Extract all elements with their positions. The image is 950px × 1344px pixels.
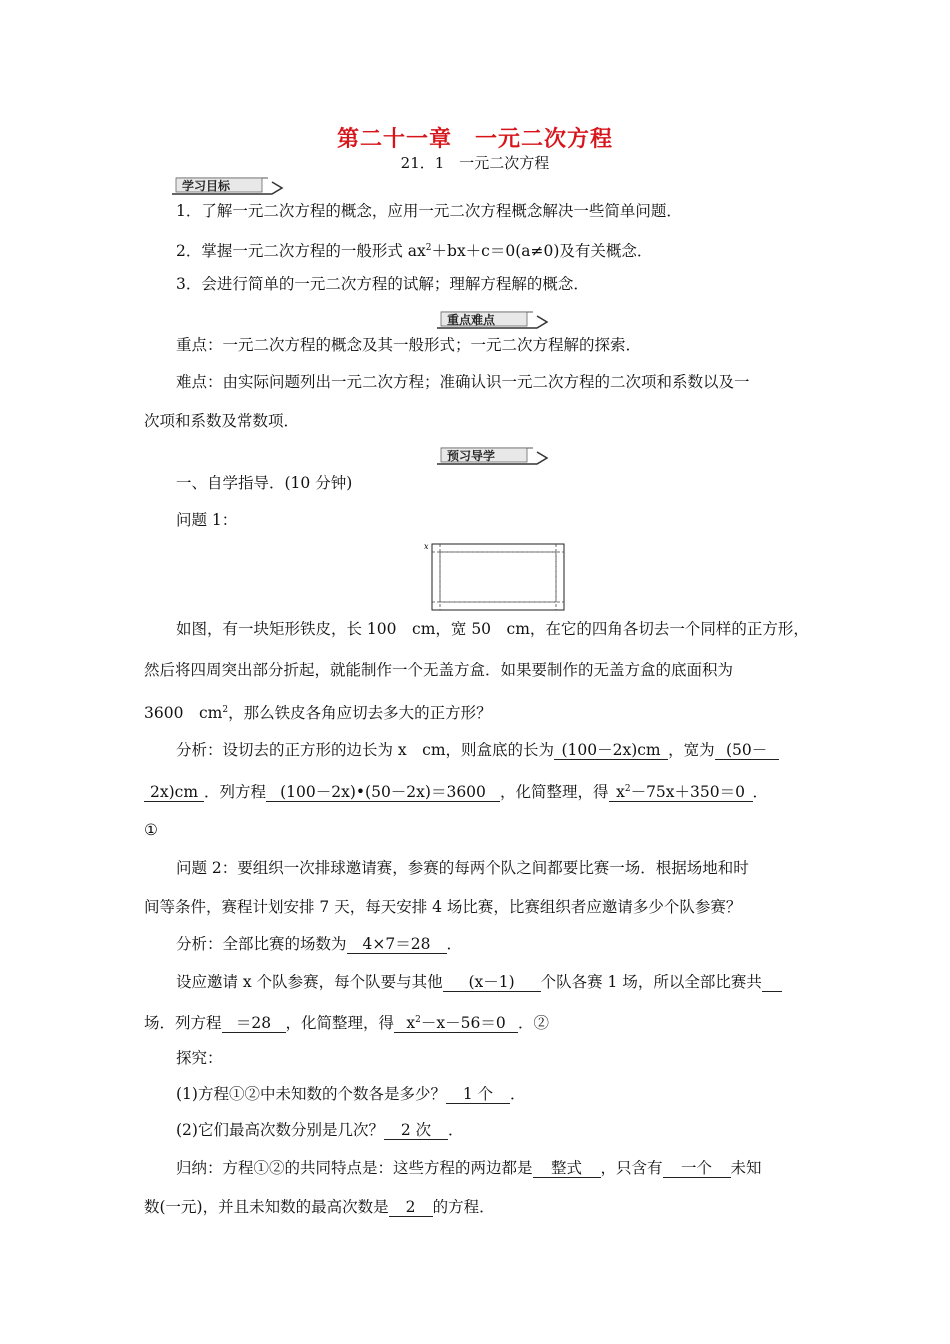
section-self-study: 一、自学指导．(10 分钟) [176, 474, 353, 492]
answer-blank: 2 [389, 1198, 433, 1217]
explore-heading: 探究： [176, 1049, 223, 1067]
chapter-title: 第二十一章 一元二次方程 [336, 126, 613, 152]
preview-badge-label: 预习导学 [447, 449, 496, 463]
analysis-2-line-1: 分析：全部比赛的场数为 4×7＝28 ． [176, 935, 463, 953]
question-1-text-3: 3600 $cm^2$，那么铁皮各角应切去多大的正方形？ [144, 704, 492, 723]
sheet-figure [424, 540, 570, 614]
answer-blank: 2x)cm [144, 783, 204, 802]
analysis-1-line-2: 2x)cm ．列方程 (100－2x)•(50－2x)＝3600 ，化简整理，得 $x^2-75x+350=0$ ． [144, 780, 768, 802]
answer-blank: (100－2x)•(50－2x)＝3600 [266, 783, 500, 802]
objectives-badge-label: 学习目标 [182, 179, 231, 193]
keypoints-badge-label: 重点难点 [447, 313, 496, 327]
summary-line-1: 归纳：方程①②的共同特点是：这些方程的两边都是 整式 ，只含有 一个 未知 [176, 1159, 762, 1177]
summary-line-2: 数(一元)，并且未知数的最高次数是 2 的方程． [144, 1198, 495, 1216]
answer-blank: 2 次 [384, 1121, 448, 1140]
answer-blank: (50－ [715, 741, 779, 760]
badge-arrow-icon [437, 444, 549, 468]
answer-blank: 整式 [533, 1159, 601, 1178]
question-1-text-2: 然后将四周突出部分折起，就能制作一个无盖方盒．如果要制作的无盖方盒的底面积为 [144, 661, 734, 679]
figure-x-label: x [424, 542, 429, 551]
objectives-badge [172, 174, 284, 196]
badge-arrow-icon [437, 308, 549, 332]
answer-blank: (100－2x)cm [554, 741, 668, 760]
preview-badge [437, 444, 549, 466]
objective-2: 2．掌握一元二次方程的一般形式 $ax^2+bx+c=0(a\ne 0)$及有关概念． [176, 242, 653, 261]
equation-number-1: ① [144, 821, 158, 839]
answer-blank: $x^2-x-56=0$ [394, 1011, 518, 1033]
answer-blank [762, 973, 782, 992]
analysis-1-line-1: 分析：设切去的正方形的边长为 x cm，则盒底的长为 (100－2x)cm ，宽为 (50－ [176, 740, 779, 760]
answer-blank: 4×7＝28 [347, 935, 447, 954]
explore-question-2: (2)它们最高次数分别是几次？ 2 次 ． [176, 1121, 464, 1139]
answer-blank: ＝28 [222, 1014, 286, 1033]
difficulty-line-2: 次项和系数及常数项． [144, 412, 300, 430]
analysis-2-line-3: 场．列方程 ＝28 ，化简整理，得 $x^2-x-56=0$ ．② [144, 1011, 549, 1033]
analysis-2-line-2: 设应邀请 x 个队参赛，每个队要与其他 (x－1) 个队各赛 1 场，所以全部比赛共 [176, 972, 782, 992]
answer-blank: (x－1) [443, 973, 541, 992]
answer-blank: $x^2-75x+350=0$ [609, 780, 753, 802]
question-2-text-1: 问题 2：要组织一次排球邀请赛，参赛的每两个队之间都要比赛一场．根据场地和时 [176, 859, 749, 877]
difficulty-line-1: 难点：由实际问题列出一元二次方程；准确认识一元二次方程的二次项和系数以及一 [176, 373, 750, 391]
objective-1: 1．了解一元二次方程的概念，应用一元二次方程概念解决一些简单问题． [176, 202, 682, 220]
question-1-label: 问题 1： [176, 511, 238, 529]
question-1-text-1: 如图，有一块矩形铁皮，长 100 cm，宽 50 cm，在它的四角各切去一个同样的正方形， [176, 620, 809, 638]
key-point: 重点：一元二次方程的概念及其一般形式；一元二次方程解的探索． [176, 336, 642, 354]
badge-arrow-icon [172, 174, 284, 198]
question-2-text-2: 间等条件，赛程计划安排 7 天，每天安排 4 场比赛，比赛组织者应邀请多少个队参赛？ [144, 898, 742, 916]
section-subtitle: 21．1 一元二次方程 [400, 154, 550, 172]
explore-question-1: (1)方程①②中未知数的个数各是多少？ 1 个 ． [176, 1085, 526, 1103]
keypoints-badge [437, 308, 549, 330]
answer-blank: 一个 [663, 1159, 731, 1178]
objective-3: 3．会进行简单的一元二次方程的试解；理解方程解的概念． [176, 275, 589, 293]
answer-blank: 1 个 [446, 1085, 510, 1104]
